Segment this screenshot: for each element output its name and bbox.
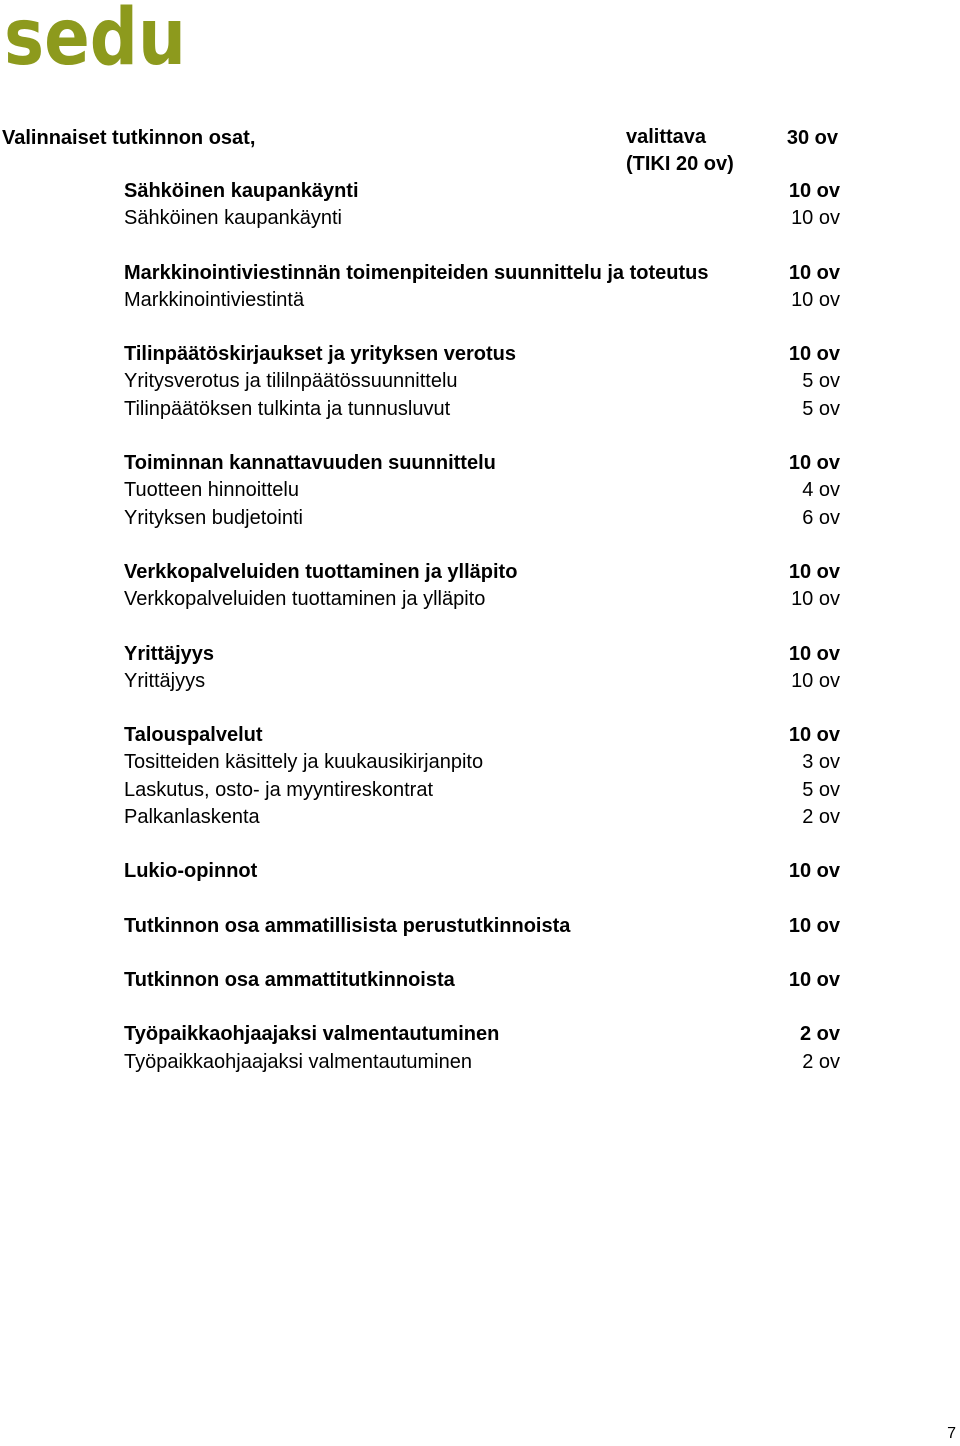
module: [124, 341, 840, 423]
section-credits: 30 ov: [786, 127, 838, 149]
module: [124, 722, 840, 831]
course-row: [124, 804, 840, 831]
module-title-row: [124, 1021, 840, 1048]
module-title: Tutkinnon osa ammatillisista perustutkinnoista: [124, 914, 571, 937]
course-row: [124, 505, 840, 532]
module: [124, 178, 840, 233]
module-title-row: [124, 341, 840, 368]
sedu-logo-text: sedu: [4, 0, 186, 83]
module-title-row: [124, 722, 840, 749]
course-credits: 10 ov: [791, 669, 840, 692]
module-title: Markkinointiviestinnän toimenpiteiden suunnittelu ja toteutus: [124, 261, 709, 284]
module-title-row: [124, 178, 840, 205]
course-credits: 10 ov: [791, 588, 840, 611]
selection-note: [626, 124, 734, 178]
module: [124, 967, 840, 994]
course-row: [124, 668, 840, 695]
course-name: Yritysverotus ja tililnpäätössuunnittelu: [124, 370, 458, 393]
module: [124, 913, 840, 940]
course-row: [124, 477, 840, 504]
course-name: Tositteiden käsittely ja kuukausikirjanpito: [124, 751, 484, 774]
course-credits: 10 ov: [791, 207, 840, 230]
course-name: Palkanlaskenta: [124, 806, 260, 829]
module-title: Tutkinnon osa ammattitutkinnoista: [124, 968, 455, 991]
course-name: Tuotteen hinnoittelu: [124, 479, 299, 502]
module-title: Työpaikkaohjaajaksi valmentautuminen: [124, 1023, 500, 1046]
module: [124, 450, 840, 532]
course-row: [124, 368, 840, 395]
section-heading: [0, 124, 960, 184]
module-credits: 10 ov: [788, 560, 840, 583]
course-row: [124, 1049, 840, 1076]
module-list: [124, 178, 840, 1103]
course-row: [124, 396, 840, 423]
module-credits: 10 ov: [788, 968, 840, 991]
course-credits: 4 ov: [802, 479, 840, 502]
module-title-row: [124, 967, 840, 994]
module-title: Yrittäjyys: [124, 642, 215, 665]
module-title: Tilinpäätöskirjaukset ja yrityksen verotus: [124, 343, 517, 366]
course-name: Yrittäjyys: [124, 669, 206, 692]
sedu-logo: [4, 0, 190, 83]
course-row: [124, 205, 840, 232]
module-title: Toiminnan kannattavuuden suunnittelu: [124, 452, 496, 475]
module-title: Sähköinen kaupankäynti: [124, 180, 359, 202]
module-title-row: [124, 913, 840, 940]
module: [124, 1021, 840, 1076]
module: [124, 641, 840, 696]
module: [124, 559, 840, 614]
selection-note-line2: (TIKI 20 ov): [626, 153, 734, 175]
course-name: Yrityksen budjetointi: [124, 506, 303, 529]
course-credits: 5 ov: [802, 778, 840, 801]
section-title: Valinnaiset tutkinnon osat,: [2, 127, 256, 149]
module-credits: 10 ov: [788, 724, 840, 747]
course-row: [124, 777, 840, 804]
module-credits: 10 ov: [788, 860, 840, 883]
module-credits: 2 ov: [799, 1023, 840, 1046]
module-credits: 10 ov: [788, 180, 840, 202]
module-title-row: [124, 559, 840, 586]
course-name: Tilinpäätöksen tulkinta ja tunnusluvut: [124, 397, 451, 420]
module: [124, 858, 840, 885]
module-credits: 10 ov: [788, 452, 840, 475]
course-credits: 3 ov: [802, 751, 840, 774]
course-credits: 5 ov: [802, 397, 840, 420]
course-credits: 2 ov: [802, 806, 840, 829]
course-row: [124, 586, 840, 613]
module-title: Talouspalvelut: [124, 724, 263, 747]
module-title: Lukio-opinnot: [124, 860, 258, 883]
page-number: 7: [947, 1425, 956, 1442]
module-credits: 10 ov: [788, 914, 840, 937]
course-name: Laskutus, osto- ja myyntireskontrat: [124, 778, 434, 801]
course-name: Verkkopalveluiden tuottaminen ja ylläpito: [124, 588, 486, 611]
course-name: Sähköinen kaupankäynti: [124, 207, 342, 230]
selection-note-line1: valittava: [626, 126, 707, 148]
course-name: Työpaikkaohjaajaksi valmentautuminen: [124, 1050, 472, 1073]
module-credits: 10 ov: [788, 261, 840, 284]
course-credits: 10 ov: [791, 288, 840, 311]
module-title-row: [124, 260, 840, 287]
module-credits: 10 ov: [788, 642, 840, 665]
course-credits: 2 ov: [802, 1050, 840, 1073]
module: [124, 260, 840, 315]
course-name: Markkinointiviestintä: [124, 288, 305, 311]
module-title-row: [124, 858, 840, 885]
module-title-row: [124, 450, 840, 477]
course-credits: 5 ov: [802, 370, 840, 393]
course-row: [124, 287, 840, 314]
module-title: Verkkopalveluiden tuottaminen ja ylläpito: [124, 560, 518, 583]
module-credits: 10 ov: [788, 343, 840, 366]
course-row: [124, 749, 840, 776]
course-credits: 6 ov: [802, 506, 840, 529]
module-title-row: [124, 641, 840, 668]
